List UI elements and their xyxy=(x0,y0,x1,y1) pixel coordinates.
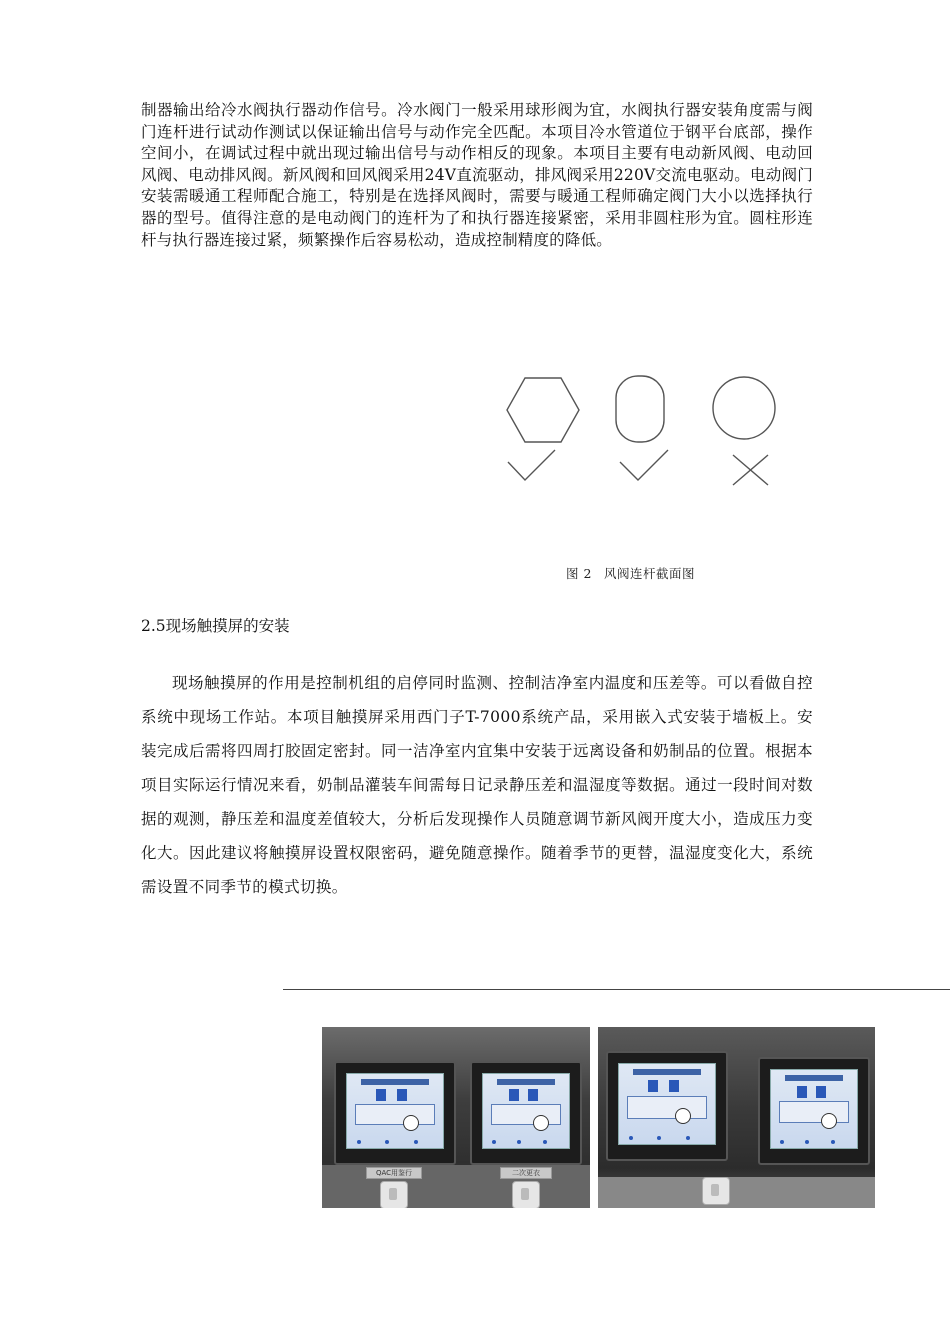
panel-label-plate: QAC用鉴行 xyxy=(366,1167,422,1179)
section-heading: 2.5现场触摸屏的安装 xyxy=(141,617,290,635)
figure-title: 风阀连杆截面图 xyxy=(603,566,695,581)
touchscreen-photo-left xyxy=(322,1027,590,1208)
wall-socket xyxy=(380,1181,408,1208)
body-paragraph-touchscreen: 现场触摸屏的作用是控制机组的启停同时监测、控制洁净室内温度和压差等。可以看做自控系统中现场工作站。本项目触摸屏采用西门子T-7000系统产品，采用嵌入式安装于墙板上。安装完成后需将四周打胶固定密封。同一洁净室内宜集中安装于远离设备和奶制品的位置。根据本项目实际运行情况来看，奶制品灌装车间需每日记录静压差和温湿度等数据。通过一段时间对数据的观测，静压差和温度差值较大，分析后发现操作人员随意调节新风阀开度大小，造成压力变化大。因此建议将触摸屏设置权限密码，避免随意操作。随着季节的更替，温湿度变化大，系统需设置不同季节的模式切换。 xyxy=(141,674,813,896)
section-divider xyxy=(283,989,950,990)
touchscreen-panel xyxy=(334,1061,456,1165)
damper-rod-cross-section-figure xyxy=(490,368,790,498)
circle-section-shape xyxy=(713,377,775,439)
touchscreen-panel xyxy=(470,1061,582,1165)
wall-socket xyxy=(702,1177,730,1205)
body-paragraph-valves: 制器输出给冷水阀执行器动作信号。冷水阀门一般采用球形阀为宜，水阀执行器安装角度需与阀门连杆进行试动作测试以保证输出信号与动作完全匹配。本项目冷水管道位于钢平台底部，操作空间小，在调试过程中就出现过输出信号与动作相反的现象。本项目主要有电动新风阀、电动回风阀、电动排风阀。新风阀和回风阀采用24V直流驱动，排风阀采用220V交流电驱动。电动阀门安装需暖通工程师配合施工，特别是在选择风阀时，需要与暖通工程师确定阀门大小以选择执行器的型号。值得注意的是电动阀门的连杆为了和执行器连接紧密，采用非圆柱形为宜。圆柱形连杆与执行器连接过紧，频繁操作后容易松动，造成控制精度的降低。 xyxy=(141,101,813,249)
touchscreen-photo-right xyxy=(598,1027,875,1208)
hexagon-section-shape xyxy=(507,378,579,442)
touchscreen-panel xyxy=(606,1051,728,1161)
check-mark-icon xyxy=(508,450,555,480)
figure-caption xyxy=(566,564,695,582)
figure-number: 图 2 xyxy=(566,566,592,581)
check-mark-icon xyxy=(620,450,668,480)
rounded-section-shape xyxy=(616,376,664,442)
panel-label-plate: 二次更衣 xyxy=(500,1167,552,1179)
wall-socket xyxy=(512,1181,540,1208)
touchscreen-panel xyxy=(758,1057,870,1165)
